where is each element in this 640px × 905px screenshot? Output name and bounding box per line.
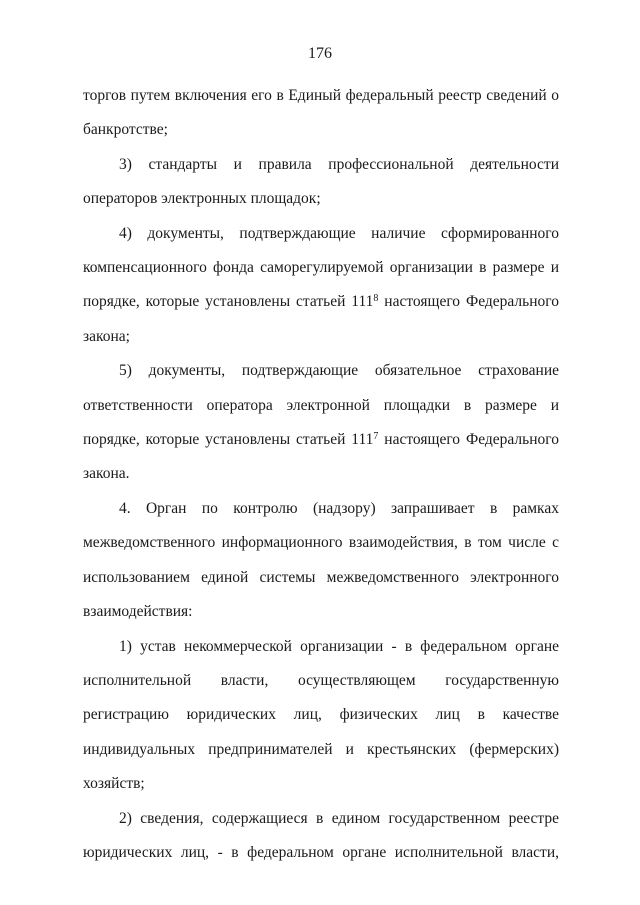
document-body [83, 79, 559, 870]
list-item-5 [83, 354, 559, 492]
list-item-4 [83, 217, 559, 355]
footnote-superscript: 7 [373, 431, 379, 443]
list-item-5-text: 5) документы, подтверждающие обязательное страхование ответственности оператора электронной площадки в размере и порядке, которые установлены статьей 111 [83, 362, 559, 449]
sub-item-2: 2) сведения, содержащиеся в едином государственном реестре юридических лиц, - в федеральном органе исполнительной власти, [83, 809, 559, 861]
sub-item-1: 1) устав некоммерческой организации - в федеральном органе исполнительной власти, осуществляющем государственную регистрацию юридических лиц, физических лиц в качестве индивидуальных предпринимателей и крестьянских (фермерских) хозяйств; [83, 637, 559, 793]
paragraph-continuation: торгов путем включения его в Единый федеральный реестр сведений о банкротстве; [83, 87, 559, 139]
page-number: 176 [308, 45, 332, 62]
footnote-superscript: 8 [373, 293, 379, 305]
list-item-3: 3) стандарты и правила профессиональной деятельности операторов электронных площадок; [83, 155, 559, 208]
list-item-4-text-end: настоящего Федерального закона; [83, 293, 559, 345]
list-item-4-text: 4) документы, подтверждающие наличие сформированного компенсационного фонда саморегулируемой организации в размере и порядке, которые установлены статьей 111 [83, 224, 559, 311]
list-item-5-text-end: настоящего Федерального закона. [83, 431, 559, 483]
section-4-paragraph: 4. Орган по контролю (надзору) запрашивает в рамках межведомственного информационного взаимодействия, в том числе с использованием единой системы межведомственного электронного взаимодействия: [83, 499, 559, 621]
